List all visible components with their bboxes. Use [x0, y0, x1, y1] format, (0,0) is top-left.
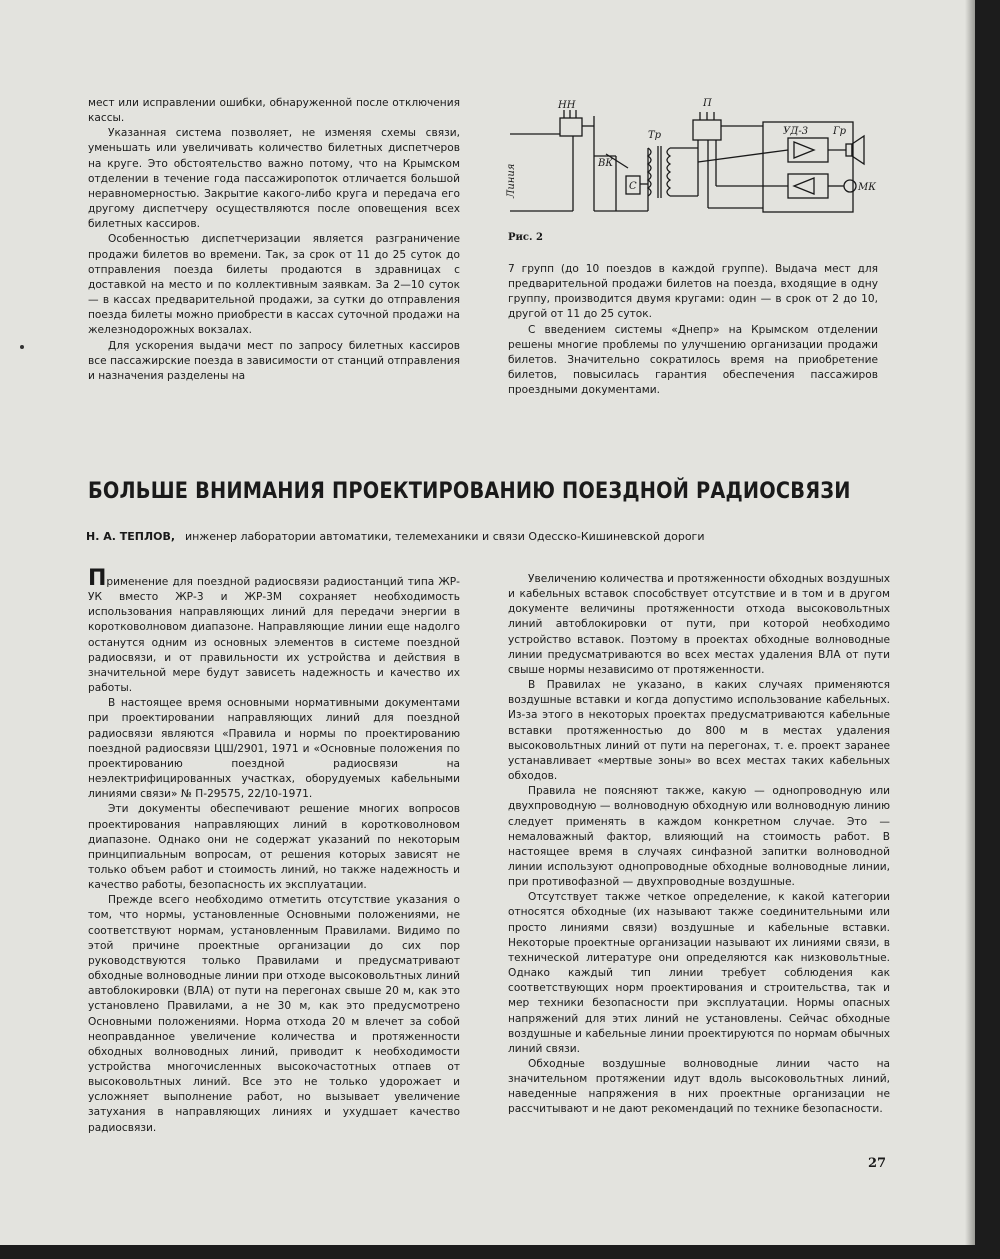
paragraph: Указанная система позволяет, не изменяя схемы связи, уменьшать или увеличивать количество билетных диспетчеров на круге. Это обстоятельство важно потому, что на Крымском отделении в течение года пассажиропоток отличается большой неравномерностью. Закрытие какого-либо круга и передача его другому диспетчеру осуществляются после оповещения всех билетных кассиров.	[88, 127, 460, 231]
circuit-diagram	[498, 96, 878, 226]
label-vk: ВК	[598, 158, 614, 169]
paragraph: Для ускорения выдачи мест по запросу билетных кассиров все пассажирские поезда в зависимости от станций отправления и назначения разделены на	[88, 339, 460, 382]
author-affiliation: инженер лаборатории автоматики, телемеханики и связи Одесско-Кишиневской дороги	[185, 530, 705, 543]
article-right-column	[508, 572, 890, 1118]
label-gr: Гр	[833, 126, 847, 137]
label-c: С	[629, 181, 637, 192]
label-p: П	[703, 98, 712, 109]
drop-letter: П	[88, 566, 107, 591]
article-title: БОЛЬШЕ ВНИМАНИЯ ПРОЕКТИРОВАНИЮ ПОЕЗДНОЙ РАДИОСВЯЗИ	[88, 478, 851, 504]
scan-border-bottom	[0, 1245, 1000, 1259]
paragraph: Отсутствует также четкое определение, к какой категории относятся обходные (их называют также соединительными или просто линиями связи) воздушные и кабельные вставки. Некоторые проектные организации называют их линиями связи, в технической литературе они определяются как низковольтные. Однако каждый тип линии требует соблюдения как соответствующих норм проектирования и строительства, так и мер техники безопасности при эксплуатации. Нормы опасных напряжений для этих линий не установлены. Сейчас обходные воздушные и кабельные линии проектируются по нормам обычных линий связи.	[508, 891, 890, 1055]
paragraph-text: рименение для поездной радиосвязи радиостанций типа ЖР-УК вместо ЖР-3 и ЖР-3М сохраняет необходимость использования направляющих линий для передачи энергии в коротковолновом диапазоне. Направляющие линии еще надолго останутся одним из основных элементов в системе поездной радиосвязи, и от правильности их устройства и действия в значительной мере будут зависеть надежность и качество их работы.	[88, 576, 460, 695]
figure-caption: Рис. 2	[508, 232, 543, 243]
paragraph: 7 групп (до 10 поездов в каждой группе). Выдача мест для предварительной продажи билетов на поезда, входящие в одну группу, производится двумя кругами: один — в срок от 2 до 10, другой от 11 до 25 суток.	[508, 263, 878, 321]
paragraph: Особенностью диспетчеризации является разграничение продажи билетов во времени. Так, за срок от 11 до 25 суток до отправления поезда билеты продаются в здравницах с доставкой на место и по коллективным заявкам. За 2—10 суток — в кассах предварительной продажи, за сутки до отправления поезда билеты можно приобрести в кассах суточной продажи на железнодорожных вокзалах.	[88, 233, 460, 337]
paragraph: Увеличению количества и протяженности обходных воздушных и кабельных вставок способствует отсутствие и в том и в другом документе величины протяженности отхода высоковольтных линий автоблокировки от пути, при которой необходимо устройство вставок. Поэтому в проектах обходные волноводные линии предусматриваются во всех местах удаления ВЛА от пути свыше нормы независимо от протяженности.	[508, 573, 890, 676]
label-mk: МК	[858, 182, 876, 193]
page-fold-shadow	[965, 0, 975, 1245]
label-nn: НН	[558, 100, 576, 111]
scan-speck	[20, 345, 24, 349]
paragraph: С введением системы «Днепр» на Крымском отделении решены многие проблемы по улучшению организации продажи билетов. Значительно сократилось время на приобретение билетов, повысилась гарантия обеспечения пассажиров проездными документами.	[508, 323, 878, 397]
paragraph: Правила не поясняют также, какую — однопроводную или двухпроводную — волноводную обходную или волноводную линию следует применять в каждом конкретном случае. Это — немаловажный фактор, влияющий на стоимость работ. В настоящее время в случаях синфазной запитки волноводной линии используют однопроводные обходные волноводные линии, при противофазной — двухпроводные воздушные.	[508, 785, 890, 889]
paragraph	[88, 566, 460, 696]
label-tr: Тр	[648, 130, 662, 141]
article-left-column	[88, 566, 460, 1136]
label-line: Линия	[506, 163, 517, 198]
label-ud3: УД-3	[783, 126, 809, 137]
paragraph: Эти документы обеспечивают решение многих вопросов проектирования направляющих линий в коротковолновом диапазоне. Однако они не содержат указаний по некоторым принципиальным вопросам, от решения которых зависят не только объем работ и стоимость линий, но также надежность и качество работы, безопасность их эксплуатации.	[88, 803, 460, 892]
top-left-column	[88, 96, 460, 384]
paragraph: В настоящее время основными нормативными документами при проектировании направляющих линий для поездной радиосвязи являются «Правила и нормы по проектированию поездной радиосвязи ЦШ/2901, 1971 и «Основные положения по проектированию поездной радиосвязи на неэлектрифицированных участках, оборудуемых кабельными линиями связи» № П-29575, 22/10-1971.	[88, 697, 460, 801]
author-name: Н. А. ТЕПЛОВ,	[86, 530, 176, 543]
scan-border-right	[975, 0, 1000, 1259]
paragraph: В Правилах не указано, в каких случаях применяются воздушные вставки и когда допустимо использование кабельных. Из-за этого в некоторых проектах предусматриваются кабельные вставки протяженностью до 800 м в местах удаления высоковольтных линий от пути на перегонах, т. е. проект заранее устанавливает «мертвые зоны» во всех местах таких кабельных обходов.	[508, 679, 890, 783]
paragraph: Обходные воздушные волноводные линии часто на значительном протяжении идут вдоль высоковольтных линий, наведенные напряжения в них проектные организации не рассчитывают и не дают рекомендаций по технике безопасности.	[508, 1058, 890, 1116]
paragraph: мест или исправлении ошибки, обнаруженной после отключения кассы.	[88, 97, 460, 125]
paragraph: Прежде всего необходимо отметить отсутствие указания о том, что нормы, установленные Основными положениями, не соответствуют нормам, установленным Правилами. Видимо по этой причине проектные организации до сих пор руководствуются только Правилами и предусматривают обходные волноводные линии при отходе высоковольтных линий автоблокировки (ВЛА) от пути на перегонах свыше 20 м, как это установлено Правилами, а не 30 м, как это предусмотрено Основными положениями. Норма отхода 20 м влечет за собой неоправданное увеличение количества и протяженности обходных волноводных линий, приводит к необходимости устройства многочисленных высокочастотных отпаев от высоковольтных линий. Все это не только удорожает и усложняет выполнение работ, но вызывает увеличение затухания в направляющих линиях и ухудшает качество радиосвязи.	[88, 894, 460, 1134]
page-number: 27	[868, 1156, 887, 1171]
top-right-column	[508, 262, 878, 398]
byline	[86, 530, 704, 543]
